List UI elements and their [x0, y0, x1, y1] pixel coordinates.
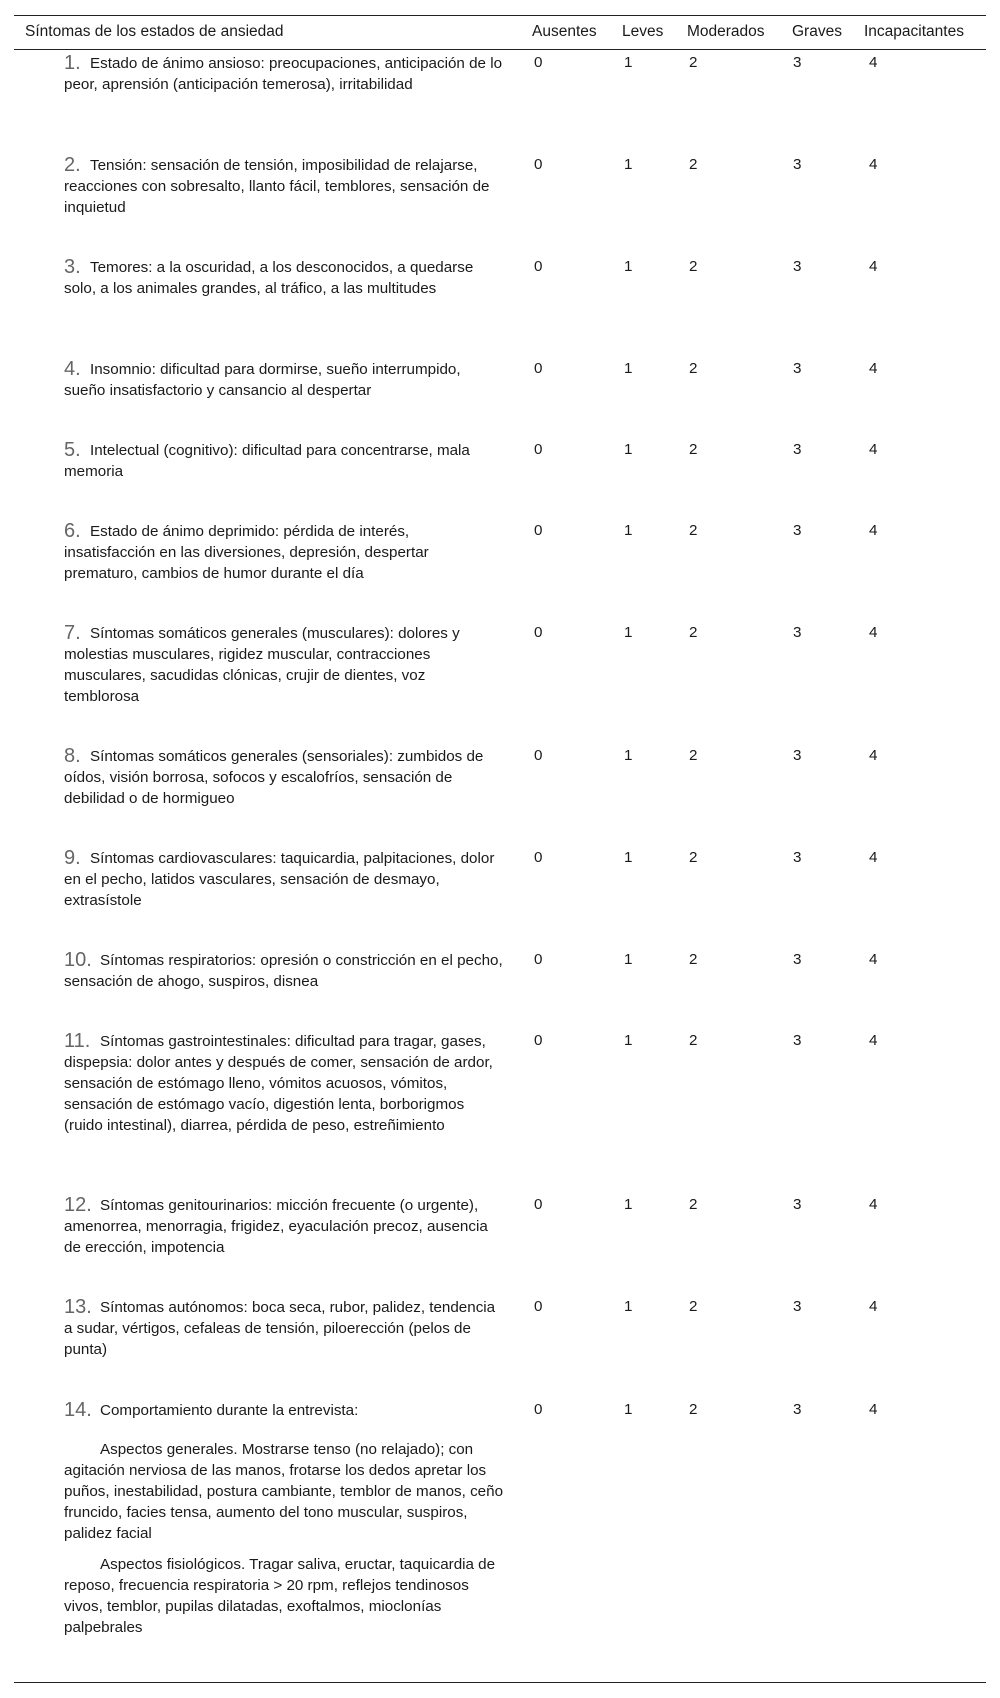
score-moderate: 2: [689, 747, 698, 764]
item-description: 3. Temores: a la oscuridad, a los desconocidos, a quedarse solo, a los animales grandes, al tráfico, a las multitudes: [64, 256, 474, 297]
score-disabling: 4: [869, 1196, 878, 1213]
score-absent: 0: [534, 1032, 543, 1049]
score-severe: 3: [793, 1401, 802, 1418]
score-mild: 1: [624, 360, 633, 377]
item-general-aspects: Aspectos generales. Mostrarse tenso (no relajado); con agitación nerviosa de las manos, frotarse los dedos apretar los puños, inestabilidad, postura cambiante, temblor de manos, ceño fruncido, facies tensa, aumento del tono muscular, suspiros, palidez facial: [64, 1441, 504, 1542]
score-disabling: 4: [869, 360, 878, 377]
score-severe: 3: [793, 258, 802, 275]
score-mild: 1: [624, 156, 633, 173]
table-header: [14, 16, 986, 50]
item-text: Síntomas cardiovasculares: taquicardia, palpitaciones, dolor en el pecho, latidos vasculares, sensación de desmayo, extrasístole: [64, 850, 495, 909]
score-moderate: 2: [689, 258, 698, 275]
score-severe: 3: [793, 522, 802, 539]
item-text: Estado de ánimo deprimido: pérdida de interés, insatisfacción en las diversiones, depresión, despertar prematuro, cambios de humor durante el día: [64, 523, 429, 582]
item-text: Temores: a la oscuridad, a los desconocidos, a quedarse solo, a los animales grandes, al tráfico, a las multitudes: [64, 259, 474, 297]
score-moderate: 2: [689, 360, 698, 377]
score-severe: 3: [793, 156, 802, 173]
score-moderate: 2: [689, 951, 698, 968]
header-absent: Ausentes: [532, 23, 597, 40]
item-description: 6. Estado de ánimo deprimido: pérdida de interés, insatisfacción en las diversiones, depresión, despertar prematuro, cambios de humor durante el día: [64, 520, 429, 582]
score-moderate: 2: [689, 1196, 698, 1213]
score-absent: 0: [534, 747, 543, 764]
score-absent: 0: [534, 624, 543, 641]
item-physiological-aspects: Aspectos fisiológicos. Tragar saliva, eructar, taquicardia de reposo, frecuencia respiratoria > 20 rpm, reflejos tendinosos vivos, temblor, pupilas dilatadas, exoftalmos, mioclonías palpebrales: [64, 1556, 496, 1636]
score-mild: 1: [624, 258, 633, 275]
score-absent: 0: [534, 1401, 543, 1418]
score-moderate: 2: [689, 156, 698, 173]
score-severe: 3: [793, 624, 802, 641]
score-absent: 0: [534, 522, 543, 539]
score-absent: 0: [534, 951, 543, 968]
item-text: Síntomas autónomos: boca seca, rubor, palidez, tendencia a sudar, vértigos, cefaleas de tensión, piloerección (pelos de punta): [64, 1299, 496, 1358]
score-severe: 3: [793, 1298, 802, 1315]
header-disabling: Incapacitantes: [864, 23, 964, 40]
score-severe: 3: [793, 360, 802, 377]
score-disabling: 4: [869, 258, 878, 275]
item-description: 5. Intelectual (cognitivo): dificultad para concentrarse, mala memoria: [64, 439, 470, 480]
score-mild: 1: [624, 441, 633, 458]
score-moderate: 2: [689, 849, 698, 866]
item-text: Síntomas somáticos generales (sensoriales): zumbidos de oídos, visión borrosa, sofocos y escalofríos, sensación de debilidad o de hormigueo: [64, 748, 484, 807]
item-text: Intelectual (cognitivo): dificultad para concentrarse, mala memoria: [64, 442, 470, 480]
item-description: 12. Síntomas genitourinarios: micción frecuente (o urgente), amenorrea, menorragia, frigidez, eyaculación precoz, ausencia de erección, impotencia: [64, 1194, 488, 1256]
score-mild: 1: [624, 522, 633, 539]
header-symptoms: Síntomas de los estados de ansiedad: [25, 23, 284, 40]
score-severe: 3: [793, 441, 802, 458]
item-description: 4. Insomnio: dificultad para dormirse, sueño interrumpido, sueño insatisfactorio y cansancio al despertar: [64, 358, 461, 399]
score-mild: 1: [624, 1196, 633, 1213]
item-text: Insomnio: dificultad para dormirse, sueño interrumpido, sueño insatisfactorio y cansancio al despertar: [64, 361, 461, 399]
score-disabling: 4: [869, 441, 878, 458]
item-description: 7. Síntomas somáticos generales (musculares): dolores y molestias musculares, rigidez muscular, contracciones musculares, sacudidas clónicas, crujir de dientes, voz temblorosa: [64, 622, 460, 705]
score-disabling: 4: [869, 951, 878, 968]
score-mild: 1: [624, 1298, 633, 1315]
item-text: Síntomas genitourinarios: micción frecuente (o urgente), amenorrea, menorragia, frigidez, eyaculación precoz, ausencia de erección, impotencia: [64, 1197, 488, 1256]
item-description: 8. Síntomas somáticos generales (sensoriales): zumbidos de oídos, visión borrosa, sofocos y escalofríos, sensación de debilidad o de hormigueo: [64, 745, 484, 807]
score-disabling: 4: [869, 1032, 878, 1049]
score-mild: 1: [624, 1401, 633, 1418]
score-absent: 0: [534, 1196, 543, 1213]
item-text: Síntomas gastrointestinales: dificultad para tragar, gases, dispepsia: dolor antes y después de comer, sensación de ardor, sensación de estómago lleno, vómitos acuosos, vómitos, sensación de estómago vacío, digestión lenta, borborigmos (ruido intestinal), diarrea, pérdida de peso, estreñimiento: [64, 1033, 493, 1134]
score-mild: 1: [624, 54, 633, 71]
score-moderate: 2: [689, 1032, 698, 1049]
score-severe: 3: [793, 849, 802, 866]
score-absent: 0: [534, 1298, 543, 1315]
score-severe: 3: [793, 951, 802, 968]
score-severe: 3: [793, 1196, 802, 1213]
item-text: Tensión: sensación de tensión, imposibilidad de relajarse, reacciones con sobresalto, llanto fácil, temblores, sensación de inquietud: [64, 157, 490, 216]
score-severe: 3: [793, 54, 802, 71]
score-absent: 0: [534, 360, 543, 377]
score-absent: 0: [534, 258, 543, 275]
score-disabling: 4: [869, 54, 878, 71]
score-mild: 1: [624, 951, 633, 968]
item-text: Síntomas somáticos generales (musculares): dolores y molestias musculares, rigidez muscular, contracciones musculares, sacudidas clónicas, crujir de dientes, voz temblorosa: [64, 625, 460, 705]
score-moderate: 2: [689, 1298, 698, 1315]
item-text: Estado de ánimo ansioso: preocupaciones, anticipación de lo peor, aprensión (anticipación temerosa), irritabilidad: [64, 55, 503, 93]
anxiety-rating-table: [14, 15, 986, 1683]
score-mild: 1: [624, 1032, 633, 1049]
score-disabling: 4: [869, 1401, 878, 1418]
score-severe: 3: [793, 1032, 802, 1049]
score-mild: 1: [624, 849, 633, 866]
header-moderate: Moderados: [687, 23, 765, 40]
item-text: Síntomas respiratorios: opresión o constricción en el pecho, sensación de ahogo, suspiros, disnea: [64, 952, 503, 990]
item-description: 10. Síntomas respiratorios: opresión o constricción en el pecho, sensación de ahogo, suspiros, disnea: [64, 949, 503, 990]
item-description: 1. Estado de ánimo ansioso: preocupaciones, anticipación de lo peor, aprensión (anticipación temerosa), irritabilidad: [64, 52, 503, 93]
score-absent: 0: [534, 441, 543, 458]
score-moderate: 2: [689, 522, 698, 539]
score-disabling: 4: [869, 747, 878, 764]
score-moderate: 2: [689, 54, 698, 71]
score-disabling: 4: [869, 849, 878, 866]
score-moderate: 2: [689, 441, 698, 458]
score-absent: 0: [534, 849, 543, 866]
item-description: 14. Comportamiento durante la entrevista: Aspectos generales. Mostrarse tenso (no relajado); con agitación nerviosa de las manos, frotarse los dedos apretar los puños, inestabilidad, postura cambiante, temblor de manos, ceño fruncido, facies tensa, aumento del tono muscular, suspiros, palidez facial Aspectos fisiológicos. Tragar saliva, eructar, taquicardia de reposo, frecuencia respiratoria > 20 rpm, reflejos tendinosos vivos, temblor, pupilas dilatadas, exoftalmos, mioclonías palpebrales: [64, 1399, 504, 1636]
item-description: 2. Tensión: sensación de tensión, imposibilidad de relajarse, reacciones con sobresalto, llanto fácil, temblores, sensación de inquietud: [64, 154, 490, 216]
item-description: 11. Síntomas gastrointestinales: dificultad para tragar, gases, dispepsia: dolor antes y después de comer, sensación de ardor, sensación de estómago lleno, vómitos acuosos, vómitos, sensación de estómago vacío, digestión lenta, borborigmos (ruido intestinal), diarrea, pérdida de peso, estreñimiento: [64, 1030, 493, 1134]
item-description: 9. Síntomas cardiovasculares: taquicardia, palpitaciones, dolor en el pecho, latidos vasculares, sensación de desmayo, extrasístole: [64, 847, 495, 909]
score-disabling: 4: [869, 522, 878, 539]
score-absent: 0: [534, 156, 543, 173]
score-disabling: 4: [869, 624, 878, 641]
header-mild: Leves: [622, 23, 664, 40]
score-disabling: 4: [869, 156, 878, 173]
header-severe: Graves: [792, 23, 842, 40]
item-description: 13. Síntomas autónomos: boca seca, rubor, palidez, tendencia a sudar, vértigos, cefaleas de tensión, piloerección (pelos de punta): [64, 1296, 496, 1358]
score-disabling: 4: [869, 1298, 878, 1315]
score-mild: 1: [624, 747, 633, 764]
score-moderate: 2: [689, 1401, 698, 1418]
score-severe: 3: [793, 747, 802, 764]
score-moderate: 2: [689, 624, 698, 641]
score-absent: 0: [534, 54, 543, 71]
score-mild: 1: [624, 624, 633, 641]
item-text: Comportamiento durante la entrevista:: [100, 1402, 359, 1419]
